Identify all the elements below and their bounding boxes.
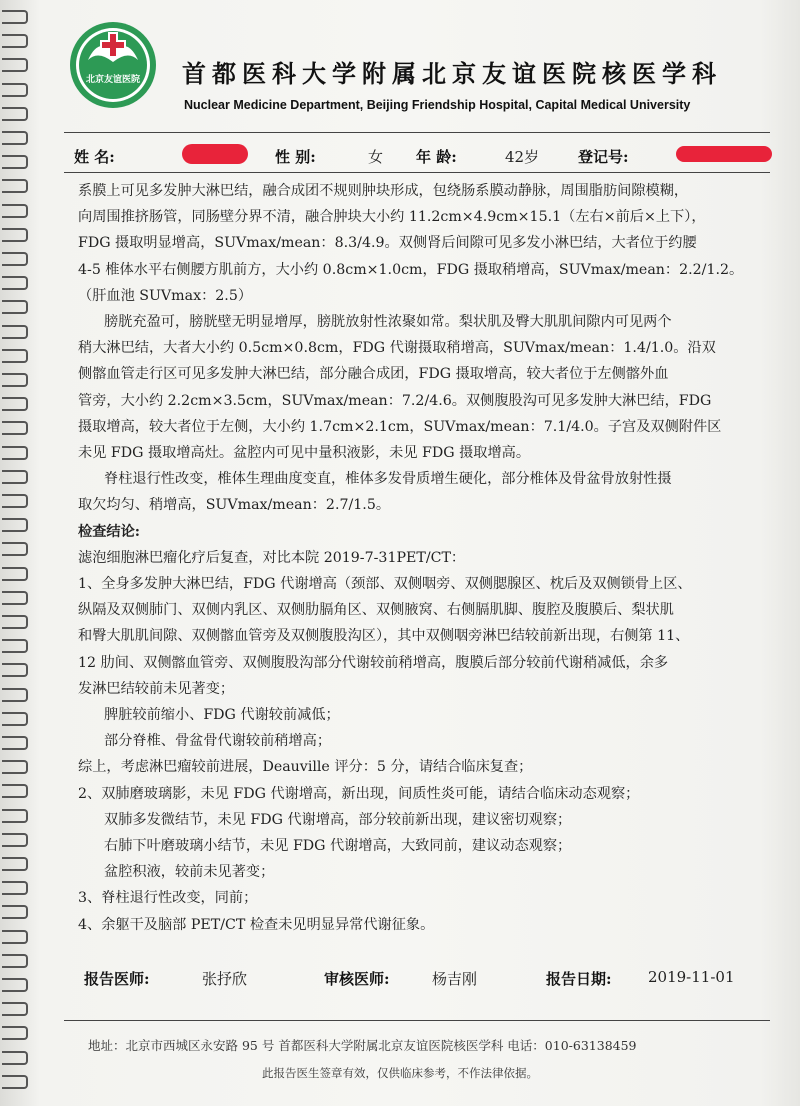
text-line: 纵隔及双侧肺门、双侧内乳区、双侧肋膈角区、双侧腋窝、右侧膈肌脚、腹腔及腹膜后、梨状肌 bbox=[78, 602, 674, 619]
conclusion-item-1b: 部分脊椎、骨盆骨代谢较前稍增高； bbox=[104, 733, 332, 750]
conclusion-item-2b: 右肺下叶磨玻璃小结节，未见 FDG 代谢增高，大致同前，建议动态观察； bbox=[104, 838, 572, 855]
findings-paragraph-3 bbox=[78, 466, 778, 518]
text-line: 脊柱退行性改变，椎体生理曲度变直，椎体多发骨质增生硬化，部分椎体及骨盆骨放射性摄 bbox=[104, 471, 672, 488]
registration-label: 登记号: bbox=[578, 148, 629, 166]
binding-ring bbox=[2, 58, 28, 72]
info-divider bbox=[64, 172, 770, 173]
text-line: 摄取增高，较大者位于左侧，大小约 1.7cm×2.1cm，SUVmax/mean：7.1/4.0。子宫及双侧附件区 bbox=[78, 418, 722, 435]
findings-paragraph-2 bbox=[78, 309, 778, 466]
binding-ring bbox=[2, 34, 28, 48]
binding-ring bbox=[2, 542, 28, 556]
binding-ring bbox=[2, 663, 28, 677]
conclusion-item-4: 4、余躯干及脑部 PET/CT 检查未见明显异常代谢征象。 bbox=[78, 916, 435, 933]
conclusion-item-1a: 脾脏较前缩小、FDG 代谢较前减低； bbox=[104, 707, 340, 724]
binding-ring bbox=[2, 712, 28, 726]
reviewer-label: 审核医师: bbox=[324, 970, 390, 988]
report-body bbox=[78, 178, 778, 938]
text-line: 未见 FDG 摄取增高灶。盆腔内可见中量积液影，未见 FDG 摄取增高。 bbox=[78, 445, 531, 462]
doctor-label: 报告医师: bbox=[84, 970, 150, 988]
binding-ring bbox=[2, 591, 28, 605]
binding-ring bbox=[2, 639, 28, 653]
binding-ring bbox=[2, 760, 28, 774]
gender-value: 女 bbox=[368, 148, 384, 166]
binding-ring bbox=[2, 300, 28, 314]
binding-ring bbox=[2, 276, 28, 290]
binding-ring bbox=[2, 857, 28, 871]
binding-ring bbox=[2, 204, 28, 218]
binding-ring bbox=[2, 373, 28, 387]
binding-ring bbox=[2, 252, 28, 266]
text-line: 稍大淋巴结，大者大小约 0.5cm×0.8cm，FDG 代谢摄取稍增高，SUVmax/mean：1.4/1.0。沿双 bbox=[78, 340, 716, 357]
binding-ring bbox=[2, 881, 28, 895]
doctor-value: 张抒欣 bbox=[202, 970, 248, 988]
conclusion-item-1 bbox=[78, 571, 778, 702]
text-line: 侧髂血管走行区可见多发肿大淋巴结，部分融合成团，FDG 摄取增高，较大者位于左侧髂外血 bbox=[78, 366, 669, 383]
binding-ring bbox=[2, 736, 28, 750]
age-label: 年 龄: bbox=[416, 148, 457, 166]
binding-ring bbox=[2, 954, 28, 968]
binding-ring bbox=[2, 421, 28, 435]
text-line: 向周围推挤肠管，同肠壁分界不清，融合肿块大小约 11.2cm×4.9cm×15.1（左右×前后×上下）， bbox=[78, 209, 706, 226]
name-redaction bbox=[182, 144, 248, 164]
binding-ring bbox=[2, 1051, 28, 1065]
binding-ring bbox=[2, 905, 28, 919]
spiral-binding bbox=[0, 10, 34, 1100]
binding-ring bbox=[2, 470, 28, 484]
header-divider bbox=[64, 132, 770, 133]
date-value: 2019-11-01 bbox=[648, 968, 735, 986]
conclusion-title: 检查结论: bbox=[78, 523, 140, 540]
binding-ring bbox=[2, 978, 28, 992]
binding-ring bbox=[2, 494, 28, 508]
conclusion-item-2a: 双肺多发微结节，未见 FDG 代谢增高，部分较前新出现，建议密切观察； bbox=[104, 811, 572, 828]
binding-ring bbox=[2, 349, 28, 363]
conclusion-item-1c: 综上，考虑淋巴瘤较前进展，Deauville 评分：5 分，请结合临床复查； bbox=[78, 759, 533, 776]
registration-redaction bbox=[676, 146, 772, 162]
name-label: 姓 名: bbox=[74, 148, 115, 166]
binding-ring bbox=[2, 688, 28, 702]
footer-divider bbox=[64, 1020, 770, 1021]
text-line: 膀胱充盈可，膀胱壁无明显增厚，膀胱放射性浓聚如常。梨状肌及臀大肌肌间隙内可见两个 bbox=[104, 314, 672, 331]
binding-ring bbox=[2, 567, 28, 581]
binding-ring bbox=[2, 518, 28, 532]
date-label: 报告日期: bbox=[546, 970, 612, 988]
legal-note: 此报告医生签章有效，仅供临床参考，不作法律依据。 bbox=[262, 1066, 538, 1080]
binding-ring bbox=[2, 615, 28, 629]
conclusion-intro: 滤泡细胞淋巴瘤化疗后复查，对比本院 2019-7-31PET/CT： bbox=[78, 549, 466, 566]
text-line: 管旁，大小约 2.2cm×3.5cm，SUVmax/mean：7.2/4.6。双侧腹股沟可见多发肿大淋巴结，FDG bbox=[78, 392, 712, 409]
binding-ring bbox=[2, 784, 28, 798]
text-line: 1、全身多发肿大淋巴结，FDG 代谢增高（颈部、双侧咽旁、双侧腮腺区、枕后及双侧锁骨上区、 bbox=[78, 576, 692, 593]
binding-ring bbox=[2, 107, 28, 121]
age-value: 42岁 bbox=[505, 148, 540, 166]
text-line: 系膜上可见多发肿大淋巴结，融合成团不规则肿块形成，包绕肠系膜动静脉，周围脂肪间隙模糊， bbox=[78, 183, 689, 199]
text-line: 和臀大肌肌间隙、双侧髂血管旁及双侧腹股沟区），其中双侧咽旁淋巴结较前新出现，右侧第 11、 bbox=[78, 628, 690, 645]
department-title-en: Nuclear Medicine Department, Beijing Friendship Hospital, Capital Medical University bbox=[184, 98, 691, 112]
hospital-logo bbox=[68, 20, 158, 110]
binding-ring bbox=[2, 83, 28, 97]
binding-ring bbox=[2, 930, 28, 944]
binding-ring bbox=[2, 131, 28, 145]
conclusion-item-2c: 盆腔积液，较前未见著变； bbox=[104, 864, 275, 881]
binding-ring bbox=[2, 809, 28, 823]
text-line: 12 肋间、双侧髂血管旁、双侧腹股沟部分代谢较前稍增高，腹膜后部分较前代谢稍减低，余多 bbox=[78, 654, 669, 671]
department-title-cn: 首都医科大学附属北京友谊医院核医学科 bbox=[182, 59, 722, 88]
conclusion-item-2: 2、双肺磨玻璃影，未见 FDG 代谢增高，新出现，间质性炎可能，请结合临床动态观察； bbox=[78, 785, 640, 802]
text-line: 发淋巴结较前未见著变； bbox=[78, 680, 235, 697]
binding-ring bbox=[2, 1026, 28, 1040]
binding-ring bbox=[2, 10, 28, 24]
gender-label: 性 别: bbox=[275, 148, 316, 166]
binding-ring bbox=[2, 179, 28, 193]
text-line: （肝血池 SUVmax：2.5） bbox=[78, 287, 253, 304]
hospital-address: 地址：北京市西城区永安路 95 号 首都医科大学附属北京友谊医院核医学科 电话：010-63138459 bbox=[88, 1038, 637, 1053]
text-line: FDG 摄取明显增高，SUVmax/mean：8.3/4.9。双侧肾后间隙可见多发小淋巴结，大者位于约腰 bbox=[78, 235, 697, 252]
text-line: 取欠均匀、稍增高，SUVmax/mean：2.7/1.5。 bbox=[78, 497, 391, 514]
binding-ring bbox=[2, 228, 28, 242]
reviewer-value: 杨吉刚 bbox=[432, 970, 478, 988]
binding-ring bbox=[2, 397, 28, 411]
binding-ring bbox=[2, 833, 28, 847]
logo-text: 北京友谊医院 bbox=[85, 75, 141, 85]
binding-ring bbox=[2, 325, 28, 339]
conclusion-item-3: 3、脊柱退行性改变，同前； bbox=[78, 890, 258, 907]
binding-ring bbox=[2, 155, 28, 169]
text-line: 4-5 椎体水平右侧腰方肌前方，大小约 0.8cm×1.0cm，FDG 摄取稍增高，SUVmax/mean：2.2/1.2。 bbox=[78, 261, 744, 278]
findings-paragraph-1 bbox=[78, 178, 778, 309]
binding-ring bbox=[2, 446, 28, 460]
binding-ring bbox=[2, 1002, 28, 1016]
